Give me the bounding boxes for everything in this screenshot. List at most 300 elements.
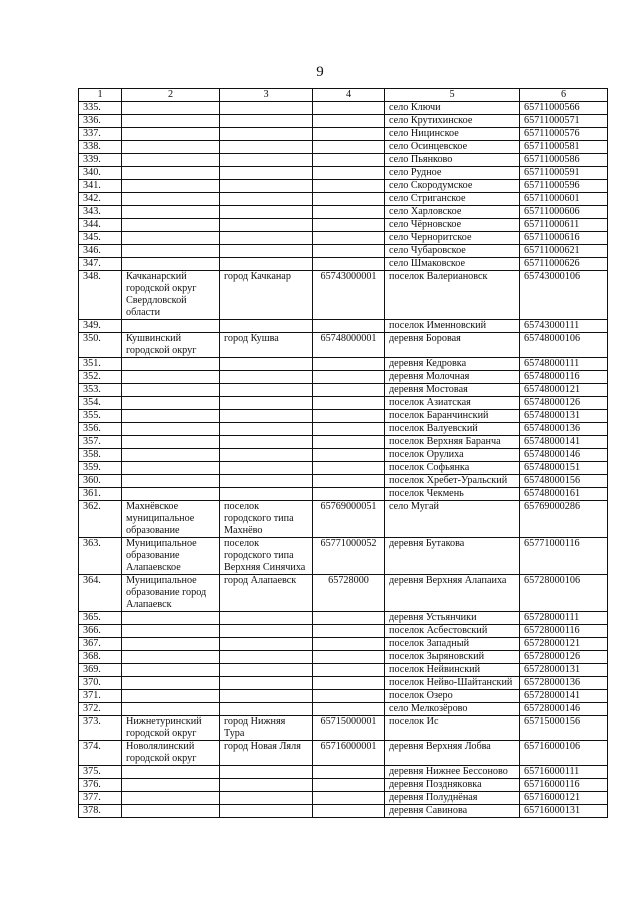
row-number-cell: 354. xyxy=(79,397,122,410)
column-header: 3 xyxy=(220,89,313,102)
municipality-cell xyxy=(122,167,220,180)
settlement-cell: поселок Баранчинский xyxy=(385,410,520,423)
municipality-cell xyxy=(122,102,220,115)
row-number-cell: 340. xyxy=(79,167,122,180)
center-code-cell xyxy=(313,219,385,232)
settlement-code-cell: 65748000121 xyxy=(520,384,608,397)
center-code-cell xyxy=(313,449,385,462)
center-cell xyxy=(220,638,313,651)
municipality-cell xyxy=(122,128,220,141)
settlement-code-cell: 65748000106 xyxy=(520,333,608,358)
center-code-cell xyxy=(313,371,385,384)
table-row xyxy=(79,154,608,167)
table-row xyxy=(79,423,608,436)
row-number-cell: 368. xyxy=(79,651,122,664)
center-code-cell xyxy=(313,651,385,664)
settlement-cell: поселок Хребет-Уральский xyxy=(385,475,520,488)
center-code-cell xyxy=(313,410,385,423)
settlement-cell: село Пьянково xyxy=(385,154,520,167)
center-code-cell xyxy=(313,128,385,141)
center-cell: поселок городского типа Махнёво xyxy=(220,501,313,538)
row-number-cell: 375. xyxy=(79,766,122,779)
center-cell: город Кушва xyxy=(220,333,313,358)
municipality-cell xyxy=(122,703,220,716)
settlement-code-cell: 65743000111 xyxy=(520,320,608,333)
settlement-cell: деревня Савинова xyxy=(385,805,520,818)
settlement-cell: поселок Нейвинский xyxy=(385,664,520,677)
settlement-cell: деревня Нижнее Бессоново xyxy=(385,766,520,779)
center-cell xyxy=(220,664,313,677)
center-cell xyxy=(220,703,313,716)
row-number-cell: 357. xyxy=(79,436,122,449)
row-number-cell: 377. xyxy=(79,792,122,805)
table-row xyxy=(79,664,608,677)
page-number: 9 xyxy=(316,64,324,80)
settlement-cell: поселок Именновский xyxy=(385,320,520,333)
table-row xyxy=(79,167,608,180)
settlement-cell: поселок Валериановск xyxy=(385,271,520,320)
table-row xyxy=(79,258,608,271)
municipality-cell xyxy=(122,245,220,258)
settlement-code-cell: 65748000141 xyxy=(520,436,608,449)
municipality-cell: Кушвинский городской округ xyxy=(122,333,220,358)
row-number-cell: 351. xyxy=(79,358,122,371)
settlement-code-cell: 65748000156 xyxy=(520,475,608,488)
table-row xyxy=(79,371,608,384)
settlement-code-cell: 65748000146 xyxy=(520,449,608,462)
row-number-cell: 348. xyxy=(79,271,122,320)
row-number-cell: 337. xyxy=(79,128,122,141)
center-code-cell xyxy=(313,766,385,779)
municipality-cell xyxy=(122,410,220,423)
center-cell xyxy=(220,625,313,638)
table-row xyxy=(79,501,608,538)
municipality-cell xyxy=(122,664,220,677)
center-code-cell xyxy=(313,384,385,397)
table-row xyxy=(79,384,608,397)
table-row xyxy=(79,320,608,333)
settlement-code-cell: 65728000136 xyxy=(520,677,608,690)
table-row xyxy=(79,638,608,651)
settlement-code-cell: 65716000121 xyxy=(520,792,608,805)
settlement-cell: деревня Боровая xyxy=(385,333,520,358)
table-row xyxy=(79,575,608,612)
municipality-cell xyxy=(122,612,220,625)
center-code-cell xyxy=(313,612,385,625)
center-code-cell xyxy=(313,703,385,716)
row-number-cell: 378. xyxy=(79,805,122,818)
settlement-code-cell: 65743000106 xyxy=(520,271,608,320)
center-cell xyxy=(220,154,313,167)
settlement-cell: поселок Ис xyxy=(385,716,520,741)
municipality-cell xyxy=(122,141,220,154)
center-cell xyxy=(220,320,313,333)
column-header: 6 xyxy=(520,89,608,102)
table-row xyxy=(79,245,608,258)
settlement-cell: село Ницинское xyxy=(385,128,520,141)
center-code-cell xyxy=(313,423,385,436)
municipality-cell: Муниципальное образование Алапаевское xyxy=(122,538,220,575)
center-code-cell xyxy=(313,462,385,475)
table-row xyxy=(79,475,608,488)
municipality-cell xyxy=(122,690,220,703)
center-code-cell xyxy=(313,206,385,219)
settlement-code-cell: 65771000116 xyxy=(520,538,608,575)
municipality-cell xyxy=(122,397,220,410)
municipality-cell xyxy=(122,320,220,333)
table-row xyxy=(79,193,608,206)
row-number-cell: 372. xyxy=(79,703,122,716)
settlement-code-cell: 65748000131 xyxy=(520,410,608,423)
center-code-cell xyxy=(313,193,385,206)
settlement-code-cell: 65711000591 xyxy=(520,167,608,180)
center-code-cell xyxy=(313,245,385,258)
settlement-code-cell: 65716000106 xyxy=(520,741,608,766)
row-number-cell: 353. xyxy=(79,384,122,397)
table-row xyxy=(79,538,608,575)
settlement-cell: село Мугай xyxy=(385,501,520,538)
municipality-cell xyxy=(122,625,220,638)
row-number-cell: 367. xyxy=(79,638,122,651)
settlement-code-cell: 65711000566 xyxy=(520,102,608,115)
municipality-cell xyxy=(122,436,220,449)
center-code-cell xyxy=(313,638,385,651)
settlement-code-cell: 65769000286 xyxy=(520,501,608,538)
row-number-cell: 373. xyxy=(79,716,122,741)
municipality-cell: Качканарский городской округ Свердловской области xyxy=(122,271,220,320)
column-header: 2 xyxy=(122,89,220,102)
row-number-cell: 369. xyxy=(79,664,122,677)
center-cell xyxy=(220,423,313,436)
settlement-cell: деревня Верхняя Лобва xyxy=(385,741,520,766)
table-row xyxy=(79,397,608,410)
table-row xyxy=(79,410,608,423)
center-cell xyxy=(220,779,313,792)
center-code-cell xyxy=(313,115,385,128)
municipality-cell xyxy=(122,384,220,397)
center-cell: город Алапаевск xyxy=(220,575,313,612)
center-cell xyxy=(220,128,313,141)
row-number-cell: 371. xyxy=(79,690,122,703)
row-number-cell: 342. xyxy=(79,193,122,206)
settlement-code-cell: 65711000581 xyxy=(520,141,608,154)
center-cell: город Качканар xyxy=(220,271,313,320)
center-cell: город Новая Ляля xyxy=(220,741,313,766)
settlement-code-cell: 65748000136 xyxy=(520,423,608,436)
center-cell xyxy=(220,462,313,475)
table-row xyxy=(79,333,608,358)
municipality-cell xyxy=(122,154,220,167)
center-cell xyxy=(220,358,313,371)
settlement-code-cell: 65716000111 xyxy=(520,766,608,779)
municipality-cell xyxy=(122,449,220,462)
settlement-cell: село Крутихинское xyxy=(385,115,520,128)
row-number-cell: 338. xyxy=(79,141,122,154)
row-number-cell: 364. xyxy=(79,575,122,612)
settlement-cell: село Черноритское xyxy=(385,232,520,245)
table-row xyxy=(79,677,608,690)
municipality-cell xyxy=(122,371,220,384)
center-cell xyxy=(220,766,313,779)
settlement-cell: село Ключи xyxy=(385,102,520,115)
table-body xyxy=(79,102,608,818)
table-row xyxy=(79,779,608,792)
municipality-cell xyxy=(122,193,220,206)
settlement-code-cell: 65728000126 xyxy=(520,651,608,664)
center-code-cell xyxy=(313,167,385,180)
row-number-cell: 363. xyxy=(79,538,122,575)
row-number-cell: 358. xyxy=(79,449,122,462)
municipality-cell: Нижнетуринский городской округ xyxy=(122,716,220,741)
settlement-code-cell: 65711000611 xyxy=(520,219,608,232)
row-number-cell: 362. xyxy=(79,501,122,538)
settlement-cell: поселок Азиатская xyxy=(385,397,520,410)
table-row xyxy=(79,271,608,320)
center-cell xyxy=(220,219,313,232)
row-number-cell: 366. xyxy=(79,625,122,638)
center-cell xyxy=(220,488,313,501)
center-code-cell xyxy=(313,141,385,154)
settlement-cell: деревня Молочная xyxy=(385,371,520,384)
settlement-code-cell: 65728000121 xyxy=(520,638,608,651)
table-row xyxy=(79,741,608,766)
municipality-cell: Махнёвское муниципальное образование xyxy=(122,501,220,538)
center-code-cell xyxy=(313,625,385,638)
municipality-cell xyxy=(122,488,220,501)
center-cell xyxy=(220,475,313,488)
settlement-cell: деревня Верхняя Алапаиха xyxy=(385,575,520,612)
row-number-cell: 335. xyxy=(79,102,122,115)
settlement-cell: поселок Чекмень xyxy=(385,488,520,501)
municipality-cell xyxy=(122,180,220,193)
municipality-cell xyxy=(122,475,220,488)
municipality-cell xyxy=(122,638,220,651)
settlement-cell: поселок Озеро xyxy=(385,690,520,703)
column-header: 4 xyxy=(313,89,385,102)
center-code-cell xyxy=(313,232,385,245)
settlement-cell: село Осинцевское xyxy=(385,141,520,154)
municipality-cell: Новолялинский городской округ xyxy=(122,741,220,766)
settlement-code-cell: 65716000131 xyxy=(520,805,608,818)
center-cell xyxy=(220,612,313,625)
row-number-cell: 360. xyxy=(79,475,122,488)
row-number-cell: 349. xyxy=(79,320,122,333)
center-cell xyxy=(220,449,313,462)
row-number-cell: 346. xyxy=(79,245,122,258)
center-code-cell: 65769000051 xyxy=(313,501,385,538)
row-number-cell: 359. xyxy=(79,462,122,475)
settlement-cell: поселок Верхняя Баранча xyxy=(385,436,520,449)
row-number-cell: 336. xyxy=(79,115,122,128)
table-row xyxy=(79,141,608,154)
row-number-cell: 370. xyxy=(79,677,122,690)
column-header: 5 xyxy=(385,89,520,102)
table-row xyxy=(79,115,608,128)
center-code-cell: 65771000052 xyxy=(313,538,385,575)
municipality-cell xyxy=(122,423,220,436)
settlement-cell: поселок Зыряновский xyxy=(385,651,520,664)
row-number-cell: 352. xyxy=(79,371,122,384)
center-code-cell: 65715000001 xyxy=(313,716,385,741)
settlements-table xyxy=(78,88,608,818)
settlement-code-cell: 65711000601 xyxy=(520,193,608,206)
center-cell xyxy=(220,651,313,664)
row-number-cell: 341. xyxy=(79,180,122,193)
center-code-cell: 65748000001 xyxy=(313,333,385,358)
row-number-cell: 361. xyxy=(79,488,122,501)
table-row xyxy=(79,651,608,664)
row-number-cell: 347. xyxy=(79,258,122,271)
settlement-cell: село Чёрновское xyxy=(385,219,520,232)
row-number-cell: 343. xyxy=(79,206,122,219)
center-cell: поселок городского типа Верхняя Синячиха xyxy=(220,538,313,575)
settlement-code-cell: 65748000116 xyxy=(520,371,608,384)
table-row xyxy=(79,206,608,219)
center-cell xyxy=(220,397,313,410)
settlement-cell: село Рудное xyxy=(385,167,520,180)
municipality-cell xyxy=(122,651,220,664)
settlement-cell: село Скородумское xyxy=(385,180,520,193)
table-row xyxy=(79,792,608,805)
settlement-cell: село Шмаковское xyxy=(385,258,520,271)
table-row xyxy=(79,625,608,638)
center-code-cell xyxy=(313,690,385,703)
settlement-code-cell: 65728000141 xyxy=(520,690,608,703)
settlement-code-cell: 65748000126 xyxy=(520,397,608,410)
row-number-cell: 345. xyxy=(79,232,122,245)
settlement-code-cell: 65748000151 xyxy=(520,462,608,475)
center-code-cell xyxy=(313,805,385,818)
municipality-cell: Муниципальное образование город Алапаевск xyxy=(122,575,220,612)
municipality-cell xyxy=(122,258,220,271)
settlement-cell: поселок Орулиха xyxy=(385,449,520,462)
settlement-code-cell: 65728000146 xyxy=(520,703,608,716)
municipality-cell xyxy=(122,792,220,805)
settlement-code-cell: 65711000606 xyxy=(520,206,608,219)
center-code-cell xyxy=(313,358,385,371)
center-code-cell xyxy=(313,488,385,501)
row-number-cell: 339. xyxy=(79,154,122,167)
center-cell xyxy=(220,410,313,423)
settlement-code-cell: 65711000616 xyxy=(520,232,608,245)
center-code-cell xyxy=(313,154,385,167)
center-code-cell: 65716000001 xyxy=(313,741,385,766)
center-cell xyxy=(220,102,313,115)
table-row xyxy=(79,703,608,716)
center-cell xyxy=(220,115,313,128)
table-row xyxy=(79,128,608,141)
table-row xyxy=(79,219,608,232)
municipality-cell xyxy=(122,206,220,219)
municipality-cell xyxy=(122,779,220,792)
center-cell xyxy=(220,206,313,219)
table-row xyxy=(79,232,608,245)
settlement-code-cell: 65711000596 xyxy=(520,180,608,193)
settlement-code-cell: 65748000111 xyxy=(520,358,608,371)
municipality-cell xyxy=(122,115,220,128)
table-row xyxy=(79,102,608,115)
center-code-cell xyxy=(313,436,385,449)
settlement-cell: деревня Бутакова xyxy=(385,538,520,575)
center-cell xyxy=(220,805,313,818)
table-header-row xyxy=(79,89,608,102)
settlement-cell: село Харловское xyxy=(385,206,520,219)
center-cell: город Нижняя Тура xyxy=(220,716,313,741)
settlement-code-cell: 65748000161 xyxy=(520,488,608,501)
municipality-cell xyxy=(122,219,220,232)
municipality-cell xyxy=(122,358,220,371)
row-number-cell: 350. xyxy=(79,333,122,358)
center-code-cell xyxy=(313,258,385,271)
settlement-code-cell: 65728000131 xyxy=(520,664,608,677)
settlement-code-cell: 65711000586 xyxy=(520,154,608,167)
settlement-cell: село Мелкозёрово xyxy=(385,703,520,716)
settlement-code-cell: 65728000116 xyxy=(520,625,608,638)
settlement-cell: поселок Асбестовский xyxy=(385,625,520,638)
center-cell xyxy=(220,232,313,245)
table-row xyxy=(79,612,608,625)
table-row xyxy=(79,180,608,193)
center-cell xyxy=(220,384,313,397)
table-row xyxy=(79,436,608,449)
center-code-cell xyxy=(313,779,385,792)
center-code-cell: 65728000 xyxy=(313,575,385,612)
row-number-cell: 356. xyxy=(79,423,122,436)
settlement-cell: поселок Валуевский xyxy=(385,423,520,436)
municipality-cell xyxy=(122,677,220,690)
center-cell xyxy=(220,258,313,271)
settlement-code-cell: 65728000106 xyxy=(520,575,608,612)
row-number-cell: 376. xyxy=(79,779,122,792)
center-cell xyxy=(220,371,313,384)
center-cell xyxy=(220,193,313,206)
center-code-cell xyxy=(313,320,385,333)
center-cell xyxy=(220,245,313,258)
center-code-cell xyxy=(313,397,385,410)
center-cell xyxy=(220,690,313,703)
center-code-cell xyxy=(313,664,385,677)
table-row xyxy=(79,358,608,371)
settlement-code-cell: 65711000621 xyxy=(520,245,608,258)
row-number-cell: 374. xyxy=(79,741,122,766)
settlement-cell: село Стриганское xyxy=(385,193,520,206)
settlement-code-cell: 65728000111 xyxy=(520,612,608,625)
row-number-cell: 355. xyxy=(79,410,122,423)
settlement-cell: деревня Полуднёная xyxy=(385,792,520,805)
settlement-cell: деревня Позднякoвка xyxy=(385,779,520,792)
settlement-code-cell: 65716000116 xyxy=(520,779,608,792)
settlement-cell: поселок Нейво-Шайтанский xyxy=(385,677,520,690)
settlement-code-cell: 65715000156 xyxy=(520,716,608,741)
table-row xyxy=(79,766,608,779)
center-cell xyxy=(220,180,313,193)
row-number-cell: 365. xyxy=(79,612,122,625)
center-code-cell xyxy=(313,677,385,690)
municipality-cell xyxy=(122,766,220,779)
row-number-cell: 344. xyxy=(79,219,122,232)
settlement-cell: село Чубаровское xyxy=(385,245,520,258)
center-code-cell xyxy=(313,475,385,488)
settlement-code-cell: 65711000626 xyxy=(520,258,608,271)
center-cell xyxy=(220,436,313,449)
municipality-cell xyxy=(122,232,220,245)
table-row xyxy=(79,690,608,703)
settlement-cell: поселок Софьянка xyxy=(385,462,520,475)
settlement-cell: деревня Устьянчики xyxy=(385,612,520,625)
table-row xyxy=(79,462,608,475)
center-cell xyxy=(220,141,313,154)
municipality-cell xyxy=(122,805,220,818)
